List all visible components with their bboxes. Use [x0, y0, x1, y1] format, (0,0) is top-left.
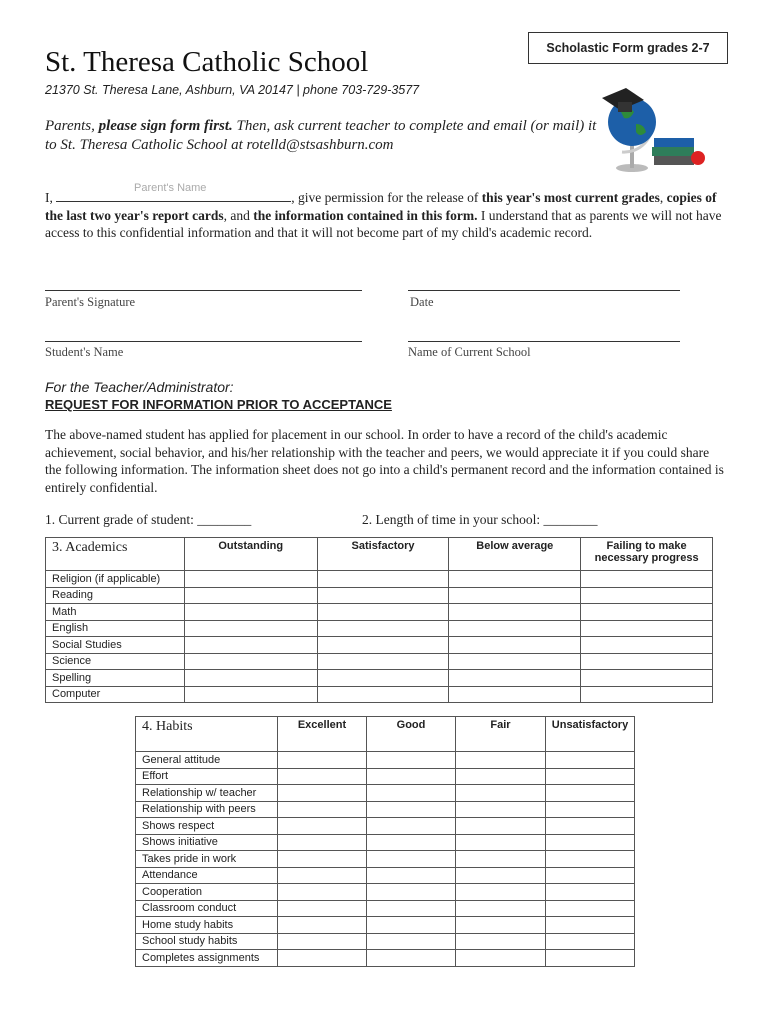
row-label: Cooperation: [136, 884, 278, 901]
globe-books-clipart-icon: [592, 80, 712, 175]
rating-cell[interactable]: [456, 884, 546, 901]
table-row: [136, 900, 635, 917]
rating-cell[interactable]: [449, 571, 581, 588]
permission-statement: I, , give permission for the release of this year's most current grades, copies of the last two year's report cards, and the information contained in this form. I understand that as parents we will not have access to this confidential information and that it will not become part of my child's academic record.: [45, 190, 722, 240]
rating-cell[interactable]: [546, 752, 635, 769]
table-row: [46, 604, 713, 621]
rating-cell[interactable]: [317, 653, 449, 670]
rating-cell[interactable]: [367, 785, 456, 802]
table-row: [136, 818, 635, 835]
date-label: Date: [410, 295, 434, 309]
rating-cell[interactable]: [456, 933, 546, 950]
rating-cell[interactable]: [278, 950, 367, 967]
row-label: Classroom conduct: [136, 900, 278, 917]
rating-cell[interactable]: [278, 785, 367, 802]
rating-cell[interactable]: [546, 801, 635, 818]
current-grade-question[interactable]: 1. Current grade of student: ________: [45, 512, 252, 527]
rating-cell[interactable]: [184, 587, 317, 604]
habits-header-0: 4. Habits: [136, 717, 278, 752]
rating-cell[interactable]: [367, 933, 456, 950]
row-label: Social Studies: [46, 637, 185, 654]
date-field[interactable]: [408, 290, 680, 291]
table-row: [136, 785, 635, 802]
rating-cell[interactable]: [184, 637, 317, 654]
rating-cell[interactable]: [546, 818, 635, 835]
rating-cell[interactable]: [317, 686, 449, 703]
teacher-body: The above-named student has applied for placement in our school. In order to have a record of the child's academic achievement, social behavior, and his/her relationship with the teacher and peers, we would appreciate it if you could share the following information. The information sheet does not go into a child's permanent record and the information contained is entirely confidential.: [45, 427, 724, 495]
rating-cell[interactable]: [184, 571, 317, 588]
rating-cell[interactable]: [367, 851, 456, 868]
rating-cell[interactable]: [278, 752, 367, 769]
rating-cell[interactable]: [367, 768, 456, 785]
rating-cell[interactable]: [278, 933, 367, 950]
current-school-label: Name of Current School: [408, 345, 531, 359]
student-name-field[interactable]: [45, 341, 362, 342]
row-label: Computer: [46, 686, 185, 703]
academics-header-2: Satisfactory: [317, 538, 449, 571]
row-label: Relationship with peers: [136, 801, 278, 818]
row-label: General attitude: [136, 752, 278, 769]
rating-cell[interactable]: [456, 785, 546, 802]
table-row: [136, 752, 635, 769]
rating-cell[interactable]: [367, 801, 456, 818]
row-label: Shows initiative: [136, 834, 278, 851]
row-label: Effort: [136, 768, 278, 785]
rating-cell[interactable]: [278, 768, 367, 785]
school-name: St. Theresa Catholic School: [45, 46, 369, 78]
table-row: [136, 834, 635, 851]
rating-cell[interactable]: [449, 604, 581, 621]
academics-header-4: Failing to make necessary progress: [581, 538, 713, 571]
academics-header-1: Outstanding: [184, 538, 317, 571]
rating-cell[interactable]: [317, 571, 449, 588]
table-row: [46, 571, 713, 588]
rating-cell[interactable]: [184, 653, 317, 670]
rating-cell[interactable]: [546, 834, 635, 851]
rating-cell[interactable]: [367, 900, 456, 917]
rating-cell[interactable]: [456, 768, 546, 785]
table-row: [136, 884, 635, 901]
teacher-heading: For the Teacher/Administrator:: [45, 379, 234, 395]
rating-cell[interactable]: [367, 834, 456, 851]
row-label: Math: [46, 604, 185, 621]
row-label: School study habits: [136, 933, 278, 950]
rating-cell[interactable]: [278, 917, 367, 934]
rating-cell[interactable]: [581, 571, 713, 588]
parent-name-placeholder: Parent's Name: [134, 182, 207, 194]
rating-cell[interactable]: [278, 818, 367, 835]
table-row: [46, 686, 713, 703]
row-label: English: [46, 620, 185, 637]
table-row: [136, 950, 635, 967]
rating-cell[interactable]: [581, 620, 713, 637]
rating-cell[interactable]: [278, 851, 367, 868]
table-row: [46, 637, 713, 654]
rating-cell[interactable]: [456, 801, 546, 818]
instructions: Parents, please sign form first. Then, ask current teacher to complete and email (or mail) it to St. Theresa Catholic School at rotelld@stsashburn.com: [45, 118, 597, 153]
rating-cell[interactable]: [317, 587, 449, 604]
rating-cell[interactable]: [546, 950, 635, 967]
rating-cell[interactable]: [278, 867, 367, 884]
rating-cell[interactable]: [581, 670, 713, 687]
row-label: Religion (if applicable): [46, 571, 185, 588]
row-label: Completes assignments: [136, 950, 278, 967]
rating-cell[interactable]: [546, 851, 635, 868]
rating-cell[interactable]: [581, 637, 713, 654]
rating-cell[interactable]: [184, 686, 317, 703]
rating-cell[interactable]: [581, 686, 713, 703]
parent-signature-field[interactable]: [45, 290, 362, 291]
rating-cell[interactable]: [317, 637, 449, 654]
rating-cell[interactable]: [449, 637, 581, 654]
row-label: Science: [46, 653, 185, 670]
academics-table: [45, 537, 713, 703]
rating-cell[interactable]: [456, 917, 546, 934]
habits-table: [135, 716, 635, 967]
rating-cell[interactable]: [278, 884, 367, 901]
table-row: [46, 670, 713, 687]
rating-cell[interactable]: [546, 933, 635, 950]
parent-signature-label: Parent's Signature: [45, 295, 136, 309]
habits-header-1: Excellent: [278, 717, 367, 752]
table-row: [136, 917, 635, 934]
request-heading: REQUEST FOR INFORMATION PRIOR TO ACCEPTANCE: [45, 397, 392, 412]
rating-cell[interactable]: [184, 670, 317, 687]
rating-cell[interactable]: [581, 653, 713, 670]
rating-cell[interactable]: [456, 867, 546, 884]
rating-cell[interactable]: [546, 900, 635, 917]
table-row: [136, 933, 635, 950]
current-school-field[interactable]: [408, 341, 680, 342]
rating-cell[interactable]: [546, 884, 635, 901]
table-row: [136, 851, 635, 868]
rating-cell[interactable]: [449, 670, 581, 687]
rating-cell[interactable]: [317, 604, 449, 621]
rating-cell[interactable]: [456, 818, 546, 835]
form-grade-label: Scholastic Form grades 2-7: [528, 32, 728, 64]
student-name-label: Student's Name: [45, 345, 124, 359]
habits-header-4: Unsatisfactory: [546, 717, 635, 752]
academics-header-0: 3. Academics: [46, 538, 185, 571]
habits-header-2: Good: [367, 717, 456, 752]
row-label: Home study habits: [136, 917, 278, 934]
table-row: [46, 587, 713, 604]
academics-header-3: Below average: [449, 538, 581, 571]
row-label: Shows respect: [136, 818, 278, 835]
rating-cell[interactable]: [278, 801, 367, 818]
school-address: 21370 St. Theresa Lane, Ashburn, VA 20147 | phone 703-729-3577: [45, 83, 420, 97]
rating-cell[interactable]: [581, 604, 713, 621]
rating-cell[interactable]: [278, 834, 367, 851]
rating-cell[interactable]: [184, 620, 317, 637]
rating-cell[interactable]: [546, 785, 635, 802]
rating-cell[interactable]: [367, 867, 456, 884]
row-label: Reading: [46, 587, 185, 604]
parent-name-field[interactable]: [56, 189, 291, 202]
habits-header-3: Fair: [456, 717, 546, 752]
rating-cell[interactable]: [546, 867, 635, 884]
rating-cell[interactable]: [581, 587, 713, 604]
rating-cell[interactable]: [367, 752, 456, 769]
table-row: [136, 867, 635, 884]
rating-cell[interactable]: [449, 653, 581, 670]
rating-cell[interactable]: [546, 917, 635, 934]
table-row: [136, 768, 635, 785]
rating-cell[interactable]: [449, 587, 581, 604]
row-label: Attendance: [136, 867, 278, 884]
table-row: [136, 801, 635, 818]
rating-cell[interactable]: [317, 620, 449, 637]
rating-cell[interactable]: [456, 752, 546, 769]
row-label: Spelling: [46, 670, 185, 687]
rating-cell[interactable]: [317, 670, 449, 687]
rating-cell[interactable]: [456, 834, 546, 851]
rating-cell[interactable]: [456, 851, 546, 868]
rating-cell[interactable]: [456, 900, 546, 917]
rating-cell[interactable]: [184, 604, 317, 621]
rating-cell[interactable]: [367, 818, 456, 835]
row-label: Takes pride in work: [136, 851, 278, 868]
rating-cell[interactable]: [449, 620, 581, 637]
rating-cell[interactable]: [456, 950, 546, 967]
time-in-school-question[interactable]: 2. Length of time in your school: ________: [362, 512, 598, 527]
rating-cell[interactable]: [546, 768, 635, 785]
row-label: Relationship w/ teacher: [136, 785, 278, 802]
rating-cell[interactable]: [367, 917, 456, 934]
table-row: [46, 620, 713, 637]
table-row: [46, 653, 713, 670]
rating-cell[interactable]: [367, 950, 456, 967]
rating-cell[interactable]: [278, 900, 367, 917]
rating-cell[interactable]: [449, 686, 581, 703]
rating-cell[interactable]: [367, 884, 456, 901]
